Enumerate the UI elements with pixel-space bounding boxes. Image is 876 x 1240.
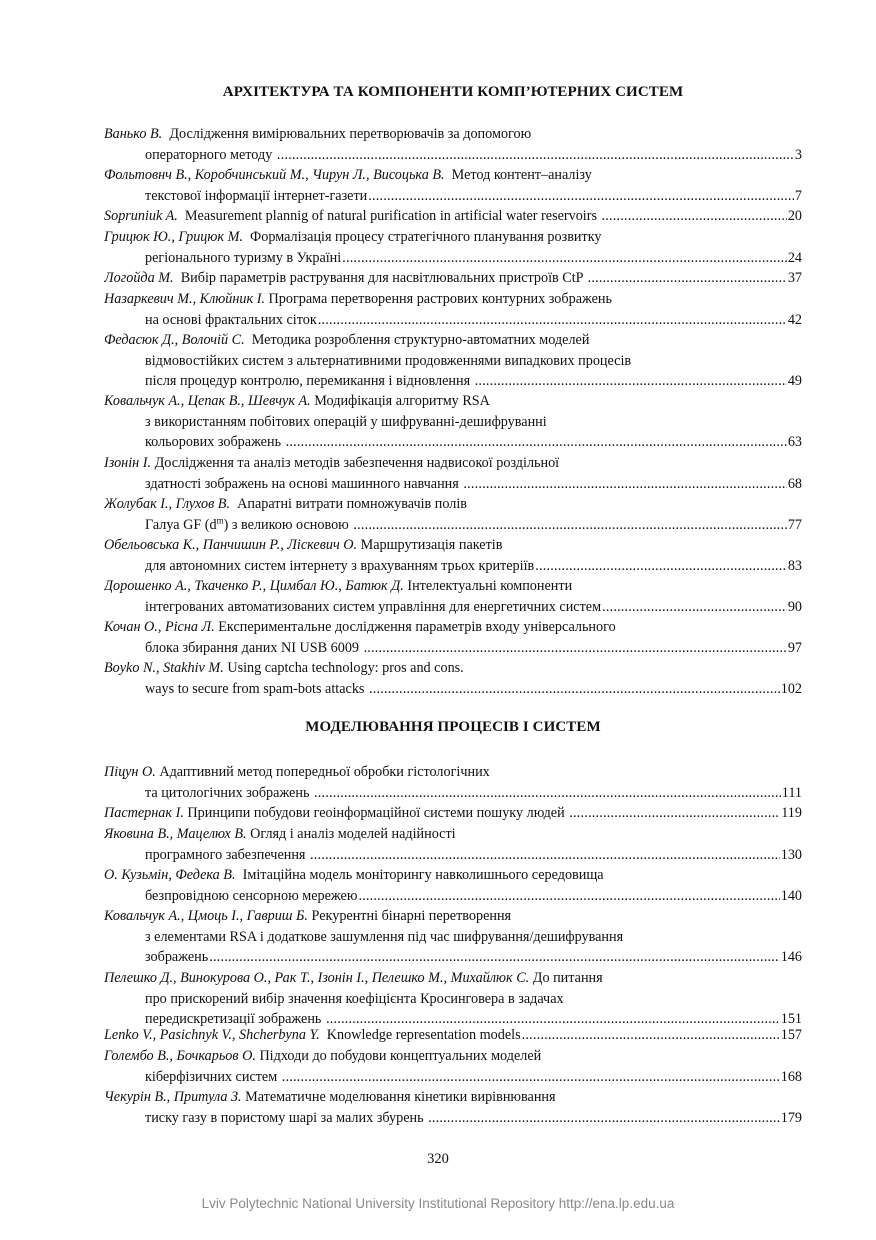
toc-entry [104, 1087, 802, 1128]
dot-leader [588, 268, 787, 289]
dot-leader [353, 515, 786, 536]
page-ref[interactable]: 49 [787, 373, 802, 390]
entry-authors: Ковальчук А., Цепак В., Шевчук А. [104, 393, 311, 409]
entry-title: Using captcha technology: pros and cons. [227, 660, 464, 676]
toc-entry [104, 535, 802, 576]
toc-entry [104, 617, 802, 658]
entry-title: Галуа GF (d [145, 516, 217, 533]
page-ref[interactable]: 24 [787, 249, 802, 266]
page-ref[interactable]: 7 [794, 187, 802, 204]
entry-title: здатності зображень на основі машинного навчання [145, 475, 463, 492]
entry-authors: Логойда М. [104, 270, 174, 286]
entry-authors: Пастернак І. [104, 805, 184, 821]
entry-title: з використанням побітових операцій у шифруванні-дешифруванні [145, 413, 547, 430]
toc-entry [104, 906, 802, 968]
entry-title: Огляд і аналіз моделей надійності [250, 826, 456, 842]
dot-leader [369, 679, 780, 700]
entry-title: Адаптивний метод попередньої обробки гістологічних [159, 764, 490, 780]
page-ref[interactable]: 83 [787, 557, 802, 574]
entry-authors: Ванько В. [104, 126, 163, 142]
page-ref[interactable]: 119 [781, 805, 802, 821]
dot-leader [602, 597, 787, 618]
section-title: АРХІТЕКТУРА ТА КОМПОНЕНТИ КОМП’ЮТЕРНИХ СИСТЕМ [222, 84, 684, 100]
toc-entry [104, 803, 802, 824]
dot-leader [318, 310, 787, 331]
entry-title: Інтелектуальні компоненти [407, 578, 573, 594]
toc-entry [104, 165, 802, 206]
dot-leader [368, 186, 794, 207]
entry-title: Measurement plannig of natural purification in artificial water reservoirs [184, 208, 601, 224]
page-number: 320 [427, 1151, 449, 1167]
page-ref[interactable]: 179 [780, 1109, 802, 1126]
page-ref[interactable]: 151 [780, 1011, 802, 1028]
toc-entry [104, 289, 802, 330]
entry-title: Формалізація процесу стратегічного планування розвитку [250, 229, 602, 245]
section-title: МОДЕЛЮВАННЯ ПРОЦЕСІВ І СИСТЕМ [305, 719, 601, 735]
dot-leader [342, 248, 787, 269]
entry-authors: Яковина В., Мацелюх В. [104, 826, 247, 842]
entry-authors: Жолубак І., Глухов В. [104, 496, 231, 512]
entry-authors: Sopruniuk A. [104, 208, 178, 224]
page-ref[interactable]: 77 [787, 516, 802, 533]
toc-entry [104, 865, 802, 906]
entry-title: з елементами RSA і додаткове зашумлення під час шифрування/дешифрування [145, 928, 624, 945]
entry-authors: Фольтовнч В., Коробчинський М., Чирун Л., Висоцька В. [104, 167, 445, 183]
dot-leader [602, 206, 787, 227]
superscript: m [216, 514, 224, 525]
page-ref[interactable]: 97 [787, 639, 802, 656]
entry-authors: О. Кузьмін, Федека В. [104, 867, 236, 883]
entry-title: відмовостійких систем з альтернативними продовженнями випадкових процесів [145, 352, 632, 369]
entry-title: тиску газу в пористому шарі за малих збурень [145, 1109, 428, 1126]
entry-title: для автономних систем інтернету з врахуванням трьох критеріїв [145, 557, 535, 574]
dot-leader [522, 1025, 780, 1046]
dot-leader [428, 1108, 780, 1129]
toc-entry [104, 268, 802, 289]
entry-title: До питання [532, 970, 603, 986]
entry-title: Методика розроблення структурно-автоматних моделей [251, 332, 590, 348]
page-ref[interactable]: 68 [787, 475, 802, 492]
entry-authors: Піцун О. [104, 764, 156, 780]
page-ref[interactable]: 157 [780, 1027, 802, 1043]
page-ref[interactable]: 42 [787, 311, 802, 328]
toc-entry [104, 824, 802, 865]
dot-leader [463, 474, 786, 495]
entry-title: Апаратні витрати помножувачів полів [237, 496, 467, 512]
page-ref[interactable]: 90 [787, 598, 802, 615]
entry-authors: Обельовська К., Панчишин Р., Ліскевич О. [104, 537, 358, 553]
entry-title: після процедур контролю, перемикання і відновлення [145, 373, 474, 390]
entry-title: Імітаційна модель моніторингу навколишнього середовища [242, 867, 604, 883]
entry-title: Математичне моделювання кінетики вирівнювання [245, 1089, 556, 1105]
entry-title: передискретизації зображень [145, 1011, 325, 1028]
toc-entry [104, 968, 802, 1030]
page-ref[interactable]: 20 [787, 208, 802, 224]
entry-title: Метод контент–аналізу [451, 167, 592, 183]
entry-authors: Назаркевич М., Клюйник І. [104, 291, 265, 307]
entry-authors: Федасюк Д., Волочій С. [104, 332, 245, 348]
entry-title: кольорових зображень [145, 434, 285, 451]
dot-leader [364, 638, 787, 659]
entry-title: Модифікація алгоритму RSA [314, 393, 490, 409]
dot-leader [314, 783, 781, 804]
entry-title: блока збирання даних NI USB 6009 [145, 639, 363, 656]
page-ref[interactable]: 102 [780, 680, 802, 697]
entry-authors: Lenko V., Pasichnyk V., Shcherbyna Y. [104, 1027, 320, 1043]
entry-authors: Голембо В., Бочкарьов О. [104, 1048, 256, 1064]
entry-title: Підходи до побудови концептуальних моделей [259, 1048, 542, 1064]
toc-entry [104, 576, 802, 617]
entry-title: інтегрованих автоматизованих систем управління для енергетичних систем [145, 598, 602, 615]
toc-entry [104, 762, 802, 803]
entry-authors: Чекурін В., Притула З. [104, 1089, 242, 1105]
entry-authors: Кочан О., Рісна Л. [104, 619, 215, 635]
entry-title: Дослідження вимірювальних перетворювачів за допомогою [169, 126, 532, 142]
entry-title: Knowledge representation models [326, 1027, 521, 1043]
entry-title: безпровідною сенсорною мережею [145, 887, 358, 904]
dot-leader [475, 371, 787, 392]
toc-entry [104, 391, 802, 453]
toc-entry [104, 1025, 802, 1046]
entry-title: зображень [145, 949, 209, 966]
entry-title: ways to secure from spam-bots attacks [145, 680, 368, 697]
page-ref[interactable]: 111 [781, 784, 802, 801]
entry-authors: Boyko N., Stakhiv M. [104, 660, 224, 676]
entry-authors: Пелешко Д., Винокурова О., Рак Т., Ізонін І., Пелешко М., Михайлюк С. [104, 970, 530, 986]
entry-title: Принципи побудови геоінформаційної системи пошуку людей [187, 805, 569, 821]
toc-entry [104, 227, 802, 268]
dot-leader [535, 556, 787, 577]
toc-entry [104, 124, 802, 165]
page-ref[interactable]: 3 [794, 146, 802, 163]
entry-title: Рекурентні бінарні перетворення [311, 908, 512, 924]
entry-title: Вибір параметрів растрування для насвітлювальних пристроїв CtP [180, 270, 587, 286]
entry-authors: Ізонін І. [104, 455, 152, 471]
entry-authors: Дорошенко А., Ткаченко Р., Цимбал Ю., Батюк Д. [104, 578, 404, 594]
entry-authors: Ковальчук А., Цмоць І., Гавриш Б. [104, 908, 308, 924]
toc-entry [104, 206, 802, 227]
dot-leader [282, 1067, 780, 1088]
dot-leader [310, 845, 780, 866]
dot-leader [569, 803, 780, 824]
entry-title: операторного методу [145, 146, 276, 163]
dot-leader [277, 145, 794, 166]
entry-title: текстової інформації інтернет-газети [145, 187, 368, 204]
dot-leader [358, 886, 779, 907]
page-ref[interactable]: 146 [780, 949, 802, 966]
entry-authors: Грицюк Ю., Грицюк М. [104, 229, 243, 245]
dot-leader [209, 947, 780, 968]
entry-title: кіберфізичних систем [145, 1068, 281, 1085]
toc-entry [104, 330, 802, 392]
entry-title: на основі фрактальних сіток [145, 311, 317, 328]
repository-footer: Lviv Polytechnic National University Institutional Repository http://ena.lp.edu.ua [201, 1196, 675, 1211]
toc-entry [104, 494, 802, 535]
dot-leader [286, 432, 787, 453]
page-ref[interactable]: 168 [780, 1068, 802, 1085]
toc-entry [104, 1046, 802, 1087]
toc-entry [104, 658, 802, 699]
entry-title: Маршрутизація пакетів [360, 537, 503, 553]
entry-title: Дослідження та аналіз методів забезпечення надвисокої роздільної [154, 455, 560, 471]
entry-title: Програма перетворення растрових контурних зображень [268, 291, 612, 307]
page-ref[interactable]: 63 [787, 434, 802, 451]
entry-title: про прискорений вибір значення коефіцієнта Кросинговера в задачах [145, 990, 564, 1007]
entry-title: Експериментальне дослідження параметрів входу універсального [218, 619, 616, 635]
page-ref[interactable]: 140 [780, 887, 802, 904]
entry-title: регіонального туризму в Україні [145, 249, 342, 266]
entry-title: ) з великою основою [223, 516, 353, 533]
toc-entry [104, 453, 802, 494]
entry-title: та цитологічних зображень [145, 784, 313, 801]
page-ref[interactable]: 130 [780, 846, 802, 863]
page-ref[interactable]: 37 [787, 270, 802, 286]
entry-title: програмного забезпечення [145, 846, 309, 863]
